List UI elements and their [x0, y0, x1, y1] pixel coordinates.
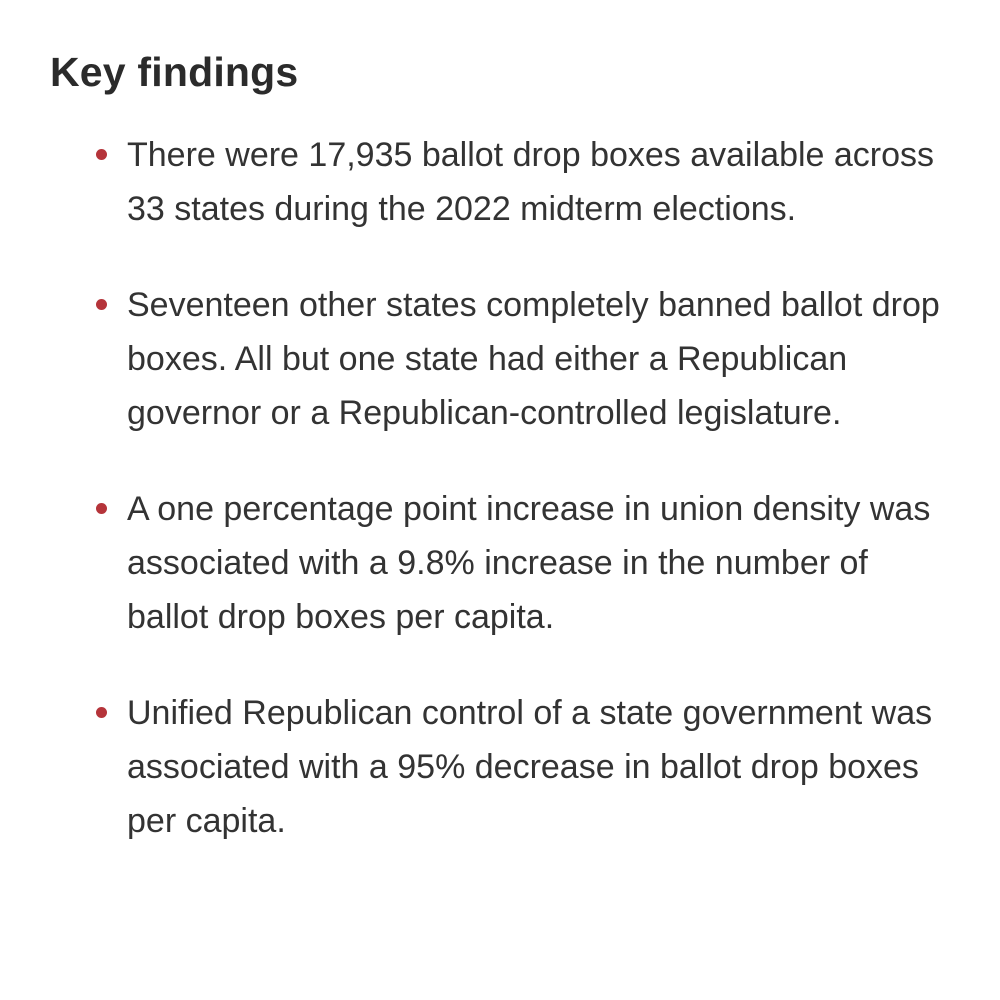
findings-list [50, 128, 950, 848]
finding-item [50, 128, 947, 236]
finding-item [50, 686, 947, 848]
bullet-dot-icon [96, 707, 107, 718]
finding-item [50, 482, 947, 644]
finding-text: There were 17,935 ballot drop boxes available across 33 states during the 2022 midterm elections. [127, 136, 935, 228]
finding-item [50, 278, 947, 440]
finding-text: Seventeen other states completely banned ballot drop boxes. All but one state had either a Republican governor or a Republican-controlled legislature. [127, 286, 940, 432]
finding-text: A one percentage point increase in union density was associated with a 9.8% increase in the number of ballot drop boxes per capita. [127, 490, 931, 636]
finding-text: Unified Republican control of a state government was associated with a 95% decrease in ballot drop boxes per capita. [127, 694, 933, 840]
section-heading: Key findings [50, 49, 299, 95]
bullet-dot-icon [96, 503, 107, 514]
bullet-dot-icon [96, 299, 107, 310]
bullet-dot-icon [96, 149, 107, 160]
